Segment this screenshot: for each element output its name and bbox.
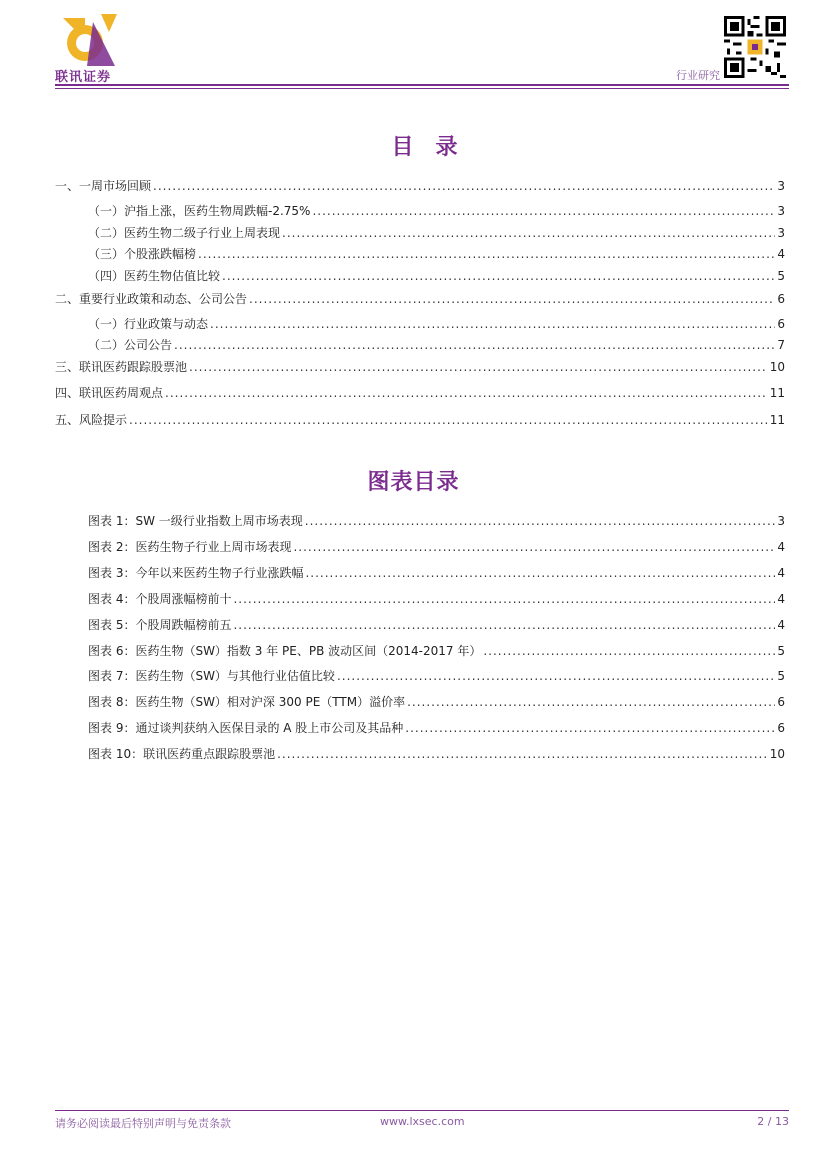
toc-entry-page: 3 bbox=[777, 204, 785, 218]
leader-dots bbox=[405, 719, 775, 737]
figure-entry[interactable] bbox=[0, 616, 827, 634]
footer-disclaimer: 请务必阅读最后特别声明与免责条款 bbox=[55, 1117, 231, 1130]
toc-entry[interactable] bbox=[0, 336, 827, 354]
leader-dots bbox=[282, 224, 775, 242]
page-number: 2 / 13 bbox=[757, 1115, 789, 1128]
toc-entry[interactable] bbox=[0, 315, 827, 333]
toc-entry-page: 10 bbox=[769, 360, 785, 374]
toc-entry-page: 3 bbox=[777, 179, 785, 193]
figure-entry-label: 图表 10：联讯医药重点跟踪股票池 bbox=[88, 747, 276, 761]
figure-entry[interactable] bbox=[0, 564, 827, 582]
leader-dots bbox=[483, 642, 775, 660]
figure-entry-page: 5 bbox=[777, 669, 785, 683]
leader-dots bbox=[305, 512, 776, 530]
figure-entry-label: 图表 7：医药生物（SW）与其他行业估值比较 bbox=[88, 669, 335, 683]
toc-entry-label: （二）公司公告 bbox=[88, 338, 173, 352]
toc-entry[interactable] bbox=[0, 267, 827, 285]
toc-entry-label: （一）沪指上涨，医药生物周跌幅-2.75% bbox=[88, 204, 311, 218]
toc-entry-label: 二、重要行业政策和动态、公司公告 bbox=[55, 292, 248, 306]
toc-entry-page: 6 bbox=[777, 317, 785, 331]
report-category: 行业研究 bbox=[676, 69, 720, 82]
toc-entry-label: （三）个股涨跌幅榜 bbox=[88, 247, 197, 261]
leader-dots bbox=[249, 290, 775, 308]
toc-entry[interactable] bbox=[0, 245, 827, 263]
leader-dots bbox=[165, 384, 768, 402]
header-divider-thin bbox=[55, 88, 789, 89]
figure-entry-page: 4 bbox=[777, 540, 785, 554]
qr-code-icon bbox=[724, 16, 786, 78]
toc-entry[interactable] bbox=[0, 358, 827, 376]
logo-text: 联讯证券 bbox=[55, 70, 112, 85]
figure-entry-page: 4 bbox=[777, 566, 785, 580]
toc-entry-label: （一）行业政策与动态 bbox=[88, 317, 209, 331]
figure-entry[interactable] bbox=[0, 693, 827, 711]
toc-entry[interactable] bbox=[0, 202, 827, 220]
toc-entry-page: 3 bbox=[777, 226, 785, 240]
figure-list-title: 图表目录 bbox=[367, 470, 460, 495]
toc-entry[interactable] bbox=[0, 290, 827, 308]
leader-dots bbox=[210, 315, 775, 333]
toc-entry[interactable] bbox=[0, 177, 827, 195]
toc-entry-label: 五、风险提示 bbox=[55, 413, 128, 427]
leader-dots bbox=[174, 336, 775, 354]
figure-entry[interactable] bbox=[0, 538, 827, 556]
toc-entry-page: 11 bbox=[769, 386, 785, 400]
figure-entry-label: 图表 9：通过谈判获纳入医保目录的 A 股上市公司及其品种 bbox=[88, 721, 404, 735]
figure-entry-label: 图表 5：个股周跌幅榜前五 bbox=[88, 618, 232, 632]
leader-dots bbox=[407, 693, 775, 711]
leader-dots bbox=[305, 564, 775, 582]
leader-dots bbox=[233, 590, 775, 608]
figure-entry-page: 6 bbox=[777, 721, 785, 735]
toc-entry-page: 5 bbox=[777, 269, 785, 283]
leader-dots bbox=[129, 411, 768, 429]
toc-entry-label: （二）医药生物二级子行业上周表现 bbox=[88, 226, 281, 240]
toc-entry-label: 一、一周市场回顾 bbox=[55, 179, 152, 193]
header-divider bbox=[55, 84, 789, 86]
page-header bbox=[0, 0, 827, 90]
figure-entry-label: 图表 4：个股周涨幅榜前十 bbox=[88, 592, 232, 606]
footer-website-link[interactable]: www.lxsec.com bbox=[380, 1115, 465, 1128]
figure-entry-page: 10 bbox=[769, 747, 785, 761]
figure-entry-label: 图表 8：医药生物（SW）相对沪深 300 PE（TTM）溢价率 bbox=[88, 695, 406, 709]
toc-entry[interactable] bbox=[0, 224, 827, 242]
leader-dots bbox=[198, 245, 775, 263]
leader-dots bbox=[293, 538, 775, 556]
figure-entry-page: 5 bbox=[777, 644, 785, 658]
figure-entry-page: 3 bbox=[777, 514, 785, 528]
figure-entry[interactable] bbox=[0, 719, 827, 737]
toc-entry-page: 7 bbox=[777, 338, 785, 352]
figure-entry-label: 图表 1：SW 一级行业指数上周市场表现 bbox=[88, 514, 303, 528]
toc-title: 目录 bbox=[391, 135, 480, 160]
footer-divider bbox=[55, 1110, 789, 1111]
toc-entry-label: 四、联讯医药周观点 bbox=[55, 386, 164, 400]
toc-entry-label: （四）医药生物估值比较 bbox=[88, 269, 221, 283]
leader-dots bbox=[312, 202, 775, 220]
toc-entry-label: 三、联讯医药跟踪股票池 bbox=[55, 360, 188, 374]
leader-dots bbox=[222, 267, 775, 285]
figure-entry[interactable] bbox=[0, 590, 827, 608]
leader-dots bbox=[233, 616, 775, 634]
figure-entry[interactable] bbox=[0, 745, 827, 763]
figure-entry-label: 图表 2：医药生物子行业上周市场表现 bbox=[88, 540, 292, 554]
figure-entry[interactable] bbox=[0, 667, 827, 685]
toc-entry[interactable] bbox=[0, 411, 827, 429]
toc-entry-page: 6 bbox=[777, 292, 785, 306]
figure-entry-page: 4 bbox=[777, 618, 785, 632]
leader-dots bbox=[189, 358, 768, 376]
figure-entry-page: 6 bbox=[777, 695, 785, 709]
toc-entry-page: 11 bbox=[769, 413, 785, 427]
leader-dots bbox=[337, 667, 775, 685]
figure-entry[interactable] bbox=[0, 512, 827, 530]
figure-entry-page: 4 bbox=[777, 592, 785, 606]
leader-dots bbox=[277, 745, 768, 763]
toc-entry-page: 4 bbox=[777, 247, 785, 261]
figure-entry-label: 图表 6：医药生物（SW）指数 3 年 PE、PB 波动区间（2014-2017 年） bbox=[88, 644, 482, 658]
figure-entry-label: 图表 3：今年以来医药生物子行业涨跌幅 bbox=[88, 566, 304, 580]
figure-entry[interactable] bbox=[0, 642, 827, 660]
leader-dots bbox=[153, 177, 775, 195]
toc-entry[interactable] bbox=[0, 384, 827, 402]
